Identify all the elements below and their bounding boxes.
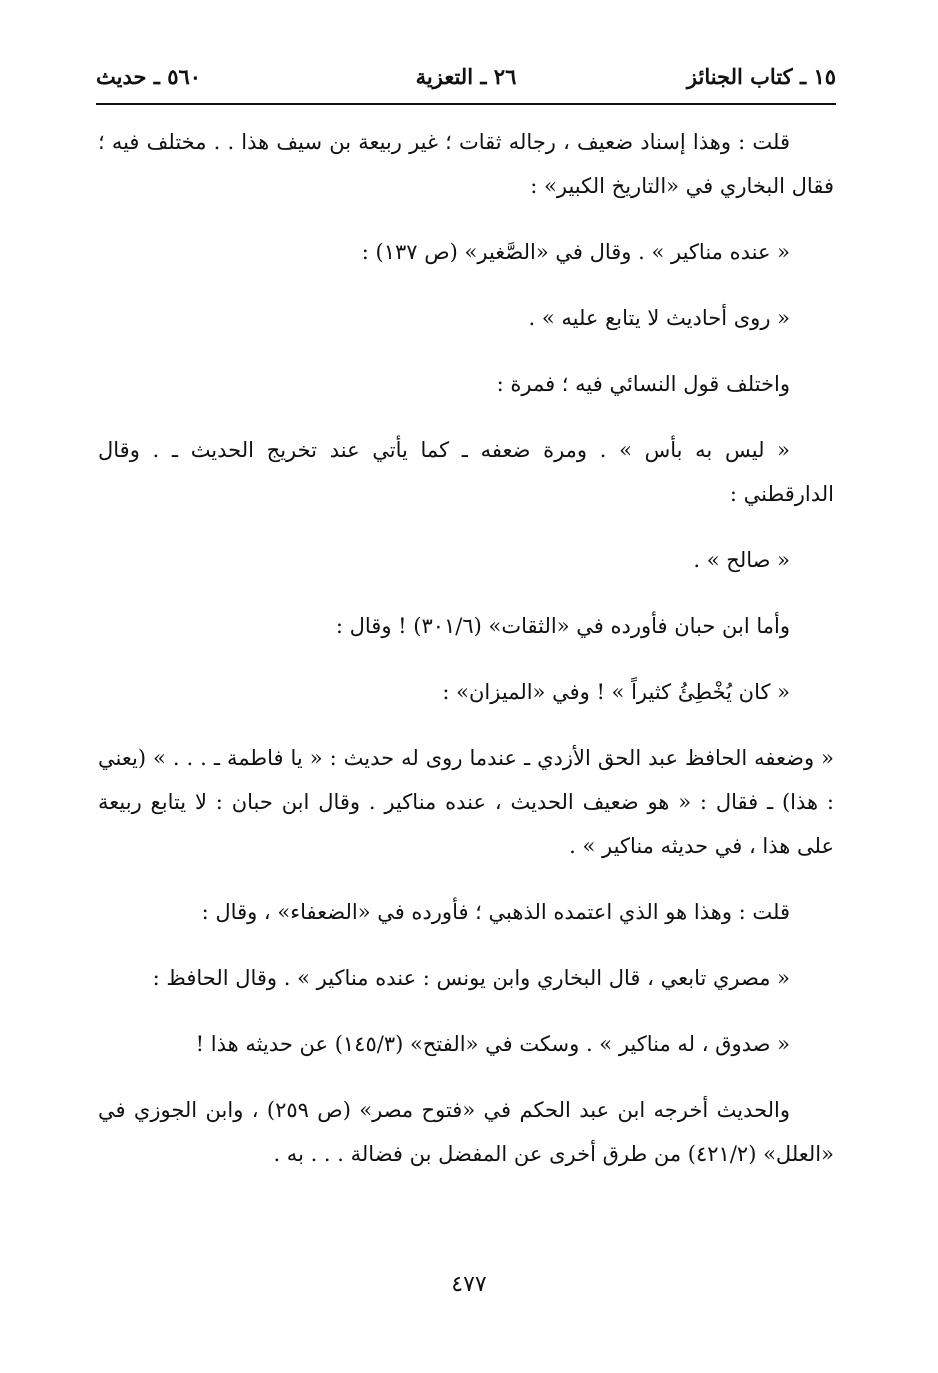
header-book-title: ١٥ ـ كتاب الجنائز	[686, 64, 836, 89]
paragraph-8: « كان يُخْطِئُ كثيراً » ! وفي «الميزان» :	[442, 680, 790, 704]
paragraph-2: « عنده مناكير » . وقال في «الصَّغير» (ص ١٣٧) :	[361, 240, 790, 264]
paragraph-5: « ليس به بأس » . ومرة ضعفه ـ كما يأتي عند تخريج الحديث ـ . وقال الدارقطني :	[98, 438, 834, 506]
page-body	[98, 120, 834, 1198]
running-header	[96, 58, 836, 98]
page-number: ٤٧٧	[451, 1272, 487, 1297]
paragraph-1: قلت : وهذا إسناد ضعيف ، رجاله ثقات ؛ غير ربيعة بن سيف هذا . . مختلف فيه ؛ فقال البخاري في «التاريخ الكبير» :	[98, 130, 834, 198]
paragraph-9: « وضعفه الحافظ عبد الحق الأزدي ـ عندما روى له حديث : « يا فاطمة ـ . . . » (يعني : هذا) ـ فقال : « هو ضعيف الحديث ، عنده مناكير . وقال ابن حبان : لا يتابع ربيعة على هذا ، في حديثه مناكير » .	[98, 746, 834, 858]
paragraph-6: « صالح » .	[693, 548, 790, 572]
paragraph-4: واختلف قول النسائي فيه ؛ فمرة :	[496, 372, 790, 396]
paragraph-11: « مصري تابعي ، قال البخاري وابن يونس : عنده مناكير » . وقال الحافظ :	[152, 966, 790, 990]
paragraph-10: قلت : وهذا هو الذي اعتمده الذهبي ؛ فأورده في «الضعفاء» ، وقال :	[201, 900, 790, 924]
paragraph-7: وأما ابن حبان فأورده في «الثقات» (٣٠١/٦) ! وقال :	[335, 614, 790, 638]
paragraph-12: « صدوق ، له مناكير » . وسكت في «الفتح» (١٤٥/٣) عن حديثه هذا !	[195, 1032, 790, 1056]
header-chapter-title: ٢٦ ـ التعزية	[415, 64, 517, 89]
paragraph-13: والحديث أخرجه ابن عبد الحكم في «فتوح مصر» (ص ٢٥٩) ، وابن الجوزي في «العلل» (٤٢١/٢) من طرق أخرى عن المفضل بن فضالة . . . به .	[98, 1098, 834, 1166]
header-divider	[96, 103, 836, 105]
header-hadith-number: ٥٦٠ ـ حديث	[96, 64, 202, 89]
paragraph-3: « روى أحاديث لا يتابع عليه » .	[528, 306, 790, 330]
